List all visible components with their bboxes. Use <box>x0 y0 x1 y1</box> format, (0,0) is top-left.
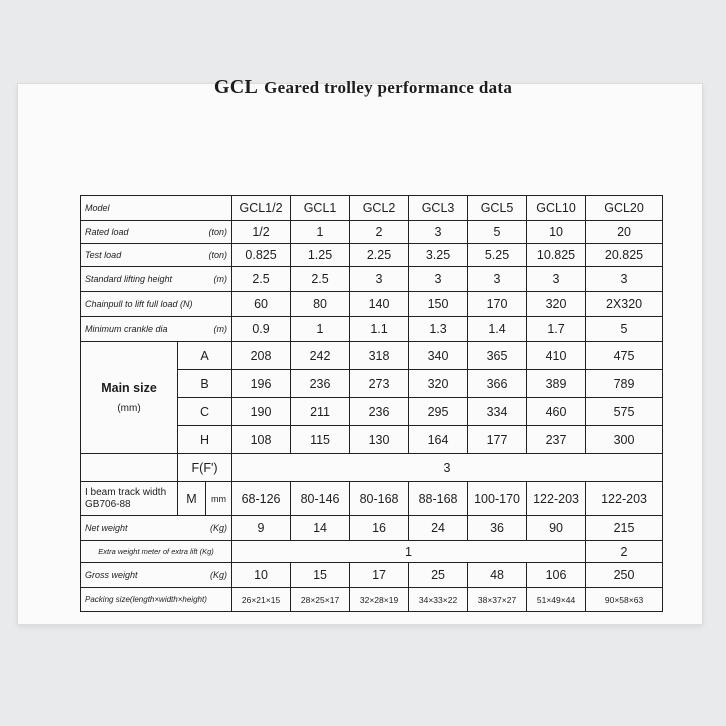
value-cell: 32×28×19 <box>350 588 409 612</box>
label-standard-lift: Standard lifting height <box>81 267 206 292</box>
value-cell: 190 <box>232 398 291 426</box>
value-cell: 15 <box>291 563 350 588</box>
unit-rated-load: (ton) <box>206 221 232 244</box>
value-cell: 215 <box>586 516 663 541</box>
main-size-text: Main size <box>101 381 157 395</box>
dim-label: A <box>178 342 232 370</box>
value-cell: 26×21×15 <box>232 588 291 612</box>
f-label: F(F') <box>178 454 232 482</box>
unit-test-load: (ton) <box>206 244 232 267</box>
value-cell: 60 <box>232 292 291 317</box>
row-packing <box>81 588 663 612</box>
value-cell: 90 <box>527 516 586 541</box>
label-gross-weight: Gross weight <box>81 563 206 588</box>
value-cell: 5 <box>468 221 527 244</box>
value-cell: 9 <box>232 516 291 541</box>
beam-m-label: M <box>178 482 206 516</box>
value-cell: 80-146 <box>291 482 350 516</box>
value-cell: 68-126 <box>232 482 291 516</box>
unit-min-crankle: (m) <box>206 317 232 342</box>
main-size-label <box>81 342 178 454</box>
row-min-crankle <box>81 317 663 342</box>
value-cell: 1/2 <box>232 221 291 244</box>
dim-label: H <box>178 426 232 454</box>
value-cell: 1.25 <box>291 244 350 267</box>
value-cell: 10 <box>232 563 291 588</box>
value-cell: 208 <box>232 342 291 370</box>
value-cell: 196 <box>232 370 291 398</box>
value-cell: 318 <box>350 342 409 370</box>
value-cell: 250 <box>586 563 663 588</box>
value-cell: 0.9 <box>232 317 291 342</box>
value-cell: 273 <box>350 370 409 398</box>
value-cell: 320 <box>527 292 586 317</box>
value-cell: 1.1 <box>350 317 409 342</box>
value-cell: 334 <box>468 398 527 426</box>
value-cell: 2.25 <box>350 244 409 267</box>
value-cell: 130 <box>350 426 409 454</box>
label-beam-track: I beam track width GB706-88 <box>81 482 178 516</box>
model-cell: GCL2 <box>350 196 409 221</box>
document-title <box>0 76 726 99</box>
extra-weight-value: 1 <box>232 541 586 563</box>
value-cell: 88-168 <box>409 482 468 516</box>
value-cell: 236 <box>291 370 350 398</box>
value-cell: 5 <box>586 317 663 342</box>
value-cell: 242 <box>291 342 350 370</box>
value-cell: 2X320 <box>586 292 663 317</box>
model-cell: GCL3 <box>409 196 468 221</box>
value-cell: 236 <box>350 398 409 426</box>
label-model: Model <box>81 196 232 221</box>
title-text: Geared trolley performance data <box>264 78 513 97</box>
row-chainpull <box>81 292 663 317</box>
value-cell: 100-170 <box>468 482 527 516</box>
value-cell: 460 <box>527 398 586 426</box>
value-cell: 295 <box>409 398 468 426</box>
value-cell: 3 <box>527 267 586 292</box>
value-cell: 177 <box>468 426 527 454</box>
value-cell: 789 <box>586 370 663 398</box>
value-cell: 170 <box>468 292 527 317</box>
value-cell: 366 <box>468 370 527 398</box>
value-cell: 340 <box>409 342 468 370</box>
value-cell: 320 <box>409 370 468 398</box>
row-beam-track <box>81 482 663 516</box>
dim-label: B <box>178 370 232 398</box>
value-cell: 0.825 <box>232 244 291 267</box>
value-cell: 108 <box>232 426 291 454</box>
value-cell: 48 <box>468 563 527 588</box>
value-cell: 3.25 <box>409 244 468 267</box>
value-cell: 80 <box>291 292 350 317</box>
value-cell: 365 <box>468 342 527 370</box>
model-cell: GCL1 <box>291 196 350 221</box>
value-cell: 28×25×17 <box>291 588 350 612</box>
unit-gross-weight: (Kg) <box>206 563 232 588</box>
row-standard-lift <box>81 267 663 292</box>
beam-mm-label: mm <box>206 482 232 516</box>
value-cell: 1.3 <box>409 317 468 342</box>
value-cell: 2.5 <box>232 267 291 292</box>
value-cell: 3 <box>468 267 527 292</box>
value-cell: 3 <box>350 267 409 292</box>
value-cell: 25 <box>409 563 468 588</box>
model-cell: GCL5 <box>468 196 527 221</box>
value-cell: 80-168 <box>350 482 409 516</box>
value-cell: 2 <box>350 221 409 244</box>
model-cell: GCL20 <box>586 196 663 221</box>
value-cell: 2.5 <box>291 267 350 292</box>
value-cell: 10 <box>527 221 586 244</box>
value-cell: 1.7 <box>527 317 586 342</box>
value-cell: 36 <box>468 516 527 541</box>
value-cell: 106 <box>527 563 586 588</box>
value-cell: 10.825 <box>527 244 586 267</box>
row-rated-load <box>81 221 663 244</box>
row-model <box>81 196 663 221</box>
value-cell: 16 <box>350 516 409 541</box>
value-cell: 3 <box>409 267 468 292</box>
row-gross-weight <box>81 563 663 588</box>
value-cell: 38×37×27 <box>468 588 527 612</box>
label-test-load: Test load <box>81 244 206 267</box>
label-net-weight: Net weight <box>81 516 206 541</box>
label-rated-load: Rated load <box>81 221 206 244</box>
dim-label: C <box>178 398 232 426</box>
model-cell: GCL1/2 <box>232 196 291 221</box>
model-cell: GCL10 <box>527 196 586 221</box>
value-cell: 575 <box>586 398 663 426</box>
value-cell: 140 <box>350 292 409 317</box>
value-cell: 164 <box>409 426 468 454</box>
label-extra-weight: Extra weight meter of extra lift (Kg) <box>81 541 232 563</box>
value-cell: 122-203 <box>586 482 663 516</box>
extra-weight-value-last: 2 <box>586 541 663 563</box>
value-cell: 24 <box>409 516 468 541</box>
value-cell: 17 <box>350 563 409 588</box>
value-cell: 211 <box>291 398 350 426</box>
value-cell: 1 <box>291 221 350 244</box>
value-cell: 3 <box>586 267 663 292</box>
unit-standard-lift: (m) <box>206 267 232 292</box>
value-cell: 51×49×44 <box>527 588 586 612</box>
f-value: 3 <box>232 454 663 482</box>
label-packing: Packing size(length×width×height) <box>81 588 232 612</box>
value-cell: 237 <box>527 426 586 454</box>
performance-table <box>80 195 663 612</box>
value-cell: 1.4 <box>468 317 527 342</box>
value-cell: 389 <box>527 370 586 398</box>
value-cell: 1 <box>291 317 350 342</box>
value-cell: 150 <box>409 292 468 317</box>
label-chainpull: Chainpull to lift full load (N) <box>81 292 232 317</box>
value-cell: 34×33×22 <box>409 588 468 612</box>
value-cell: 20.825 <box>586 244 663 267</box>
unit-net-weight: (Kg) <box>206 516 232 541</box>
value-cell: 300 <box>586 426 663 454</box>
row-dim-a <box>81 342 663 370</box>
title-prefix: GCL <box>213 76 259 98</box>
value-cell: 115 <box>291 426 350 454</box>
row-extra-weight <box>81 541 663 563</box>
value-cell: 122-203 <box>527 482 586 516</box>
value-cell: 475 <box>586 342 663 370</box>
value-cell: 5.25 <box>468 244 527 267</box>
row-f <box>81 454 663 482</box>
value-cell: 20 <box>586 221 663 244</box>
value-cell: 90×58×63 <box>586 588 663 612</box>
value-cell: 410 <box>527 342 586 370</box>
main-size-unit: (mm) <box>117 403 141 414</box>
value-cell: 3 <box>409 221 468 244</box>
label-min-crankle: Minimum crankle dia <box>81 317 206 342</box>
row-net-weight <box>81 516 663 541</box>
blank-cell <box>81 454 178 482</box>
row-test-load <box>81 244 663 267</box>
value-cell: 14 <box>291 516 350 541</box>
